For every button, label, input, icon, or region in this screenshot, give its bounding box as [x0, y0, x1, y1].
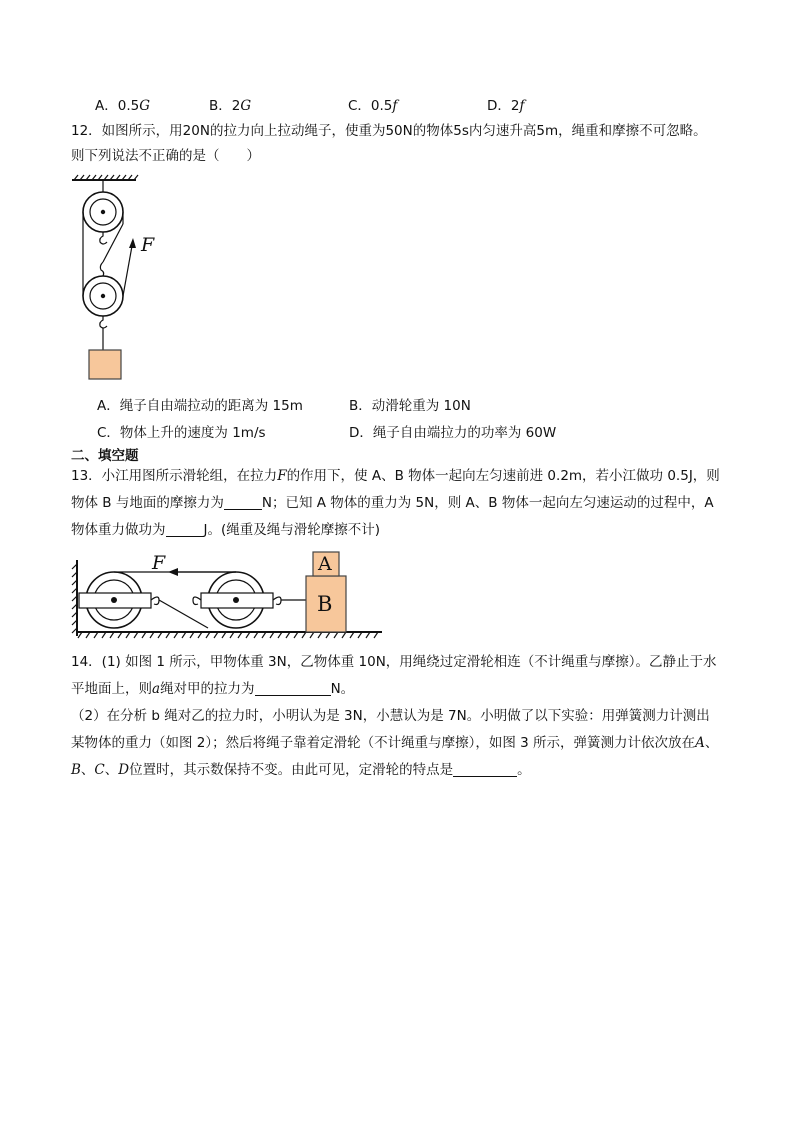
- q12-option-d: D．绳子自由端拉力的功率为 60W: [349, 425, 557, 441]
- q13-figure-label-f: F: [152, 552, 166, 574]
- q13-blank-work[interactable]: [166, 522, 204, 537]
- section-title-fill-in: 二、填空题: [71, 448, 139, 464]
- q14-blank-feature[interactable]: [453, 762, 517, 777]
- q13-figure-label-b: B: [317, 592, 333, 616]
- q12-pulley-figure: [70, 174, 170, 384]
- q13-line1: 13．小江用图所示滑轮组，在拉力F的作用下，使 A、B 物体一起向左匀速前进 0.2m，若小江做功 0.5J，则: [71, 468, 720, 484]
- q14-p2-line2: 某物体的重力（如图 2）；然后将绳子靠着定滑轮（不计绳重与摩擦），如图 3 所示，弹簧测力计依次放在A、: [71, 735, 719, 751]
- q11-option-c: C．0.5f: [348, 98, 398, 114]
- q13-blank-friction[interactable]: [224, 495, 262, 510]
- q12-option-c: C．物体上升的速度为 1m/s: [97, 425, 266, 441]
- q13-figure-label-a: A: [318, 553, 332, 575]
- q14-p1-line2: 平地面上，则a绳对甲的拉力为 N。: [71, 681, 355, 697]
- q12-figure-label-f: F: [141, 234, 155, 256]
- q14-p2-line3: B、C、D位置时，其示数保持不变。由此可见，定滑轮的特点是 。: [71, 762, 531, 778]
- q11-option-a: A．0.5G: [95, 98, 151, 114]
- q14-p1-line1: 14．(1) 如图 1 所示，甲物体重 3N，乙物体重 10N，用绳绕过定滑轮相连（不计绳重与摩擦）。乙静止于水: [71, 654, 717, 670]
- q11-option-b: B．2G: [209, 98, 252, 114]
- q12-stem-line2: 则下列说法不正确的是（ ）: [71, 148, 260, 164]
- q13-pulley-figure: [70, 548, 390, 644]
- q13-line2: 物体 B 与地面的摩擦力为 N；已知 A 物体的重力为 5N，则 A、B 物体一起向左匀速运动的过程中，A: [71, 495, 714, 511]
- q11-option-d: D．2f: [487, 98, 525, 114]
- q12-option-b: B．动滑轮重为 10N: [349, 398, 471, 414]
- q12-option-a: A．绳子自由端拉动的距离为 15m: [97, 398, 303, 414]
- q14-p2-line1: （2）在分析 b 绳对乙的拉力时，小明认为是 3N，小慧认为是 7N。小明做了以下实验：用弹簧测力计测出: [71, 708, 710, 724]
- q13-line3: 物体重力做功为 J。(绳重及绳与滑轮摩擦不计): [71, 522, 381, 538]
- q12-stem-line1: 12．如图所示，用20N的拉力向上拉动绳子，使重为50N的物体5s内匀速升高5m，绳重和摩擦不可忽略。: [71, 123, 707, 139]
- q14-blank-tension[interactable]: [255, 681, 331, 696]
